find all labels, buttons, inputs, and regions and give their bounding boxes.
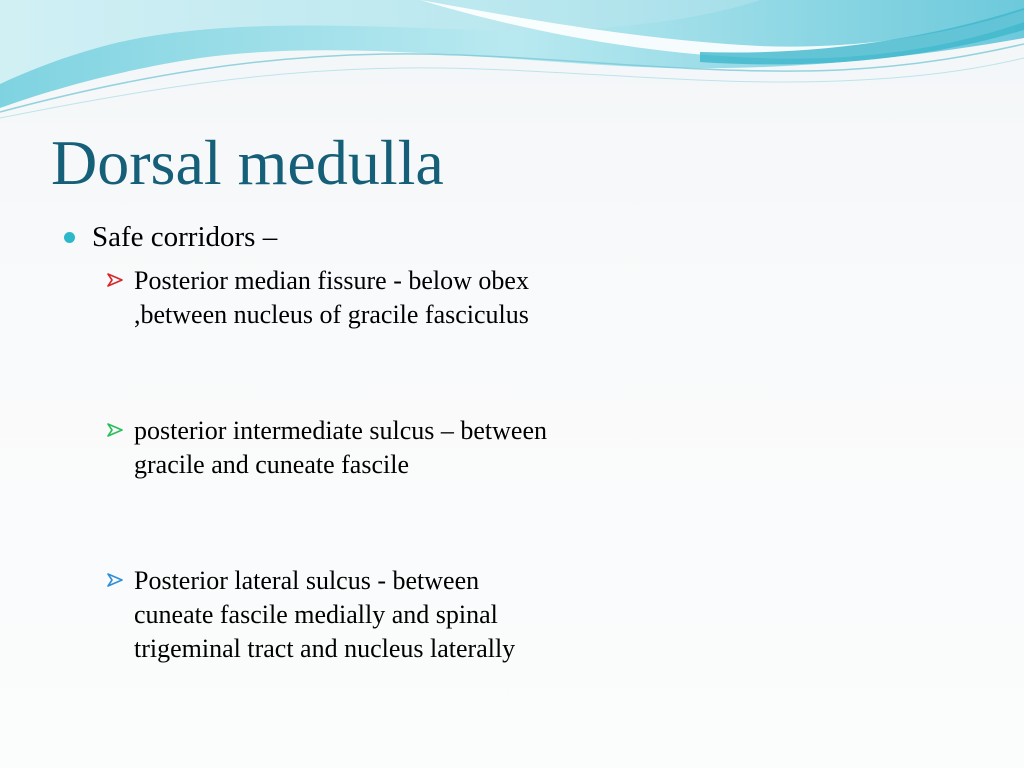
sub-item-posterior-lateral-sulcus	[134, 564, 554, 666]
bullet-text: Safe corridors –	[92, 221, 278, 253]
slide-title: Dorsal medulla	[51, 127, 444, 198]
sub-item-posterior-intermediate-sulcus	[134, 414, 554, 482]
bullet-dot-icon	[64, 232, 75, 243]
sub-item-text: Posterior median fissure - below obex ,between nucleus of gracile fasciculus	[134, 266, 529, 329]
arrow-bullet-icon	[107, 573, 123, 587]
header-wave-decoration	[0, 0, 1024, 130]
sub-item-text: posterior intermediate sulcus – between gracile and cuneate fascile	[134, 416, 547, 479]
bullet-safe-corridors	[92, 220, 277, 255]
arrow-bullet-icon	[107, 273, 123, 287]
sub-item-posterior-median-fissure	[134, 264, 554, 332]
arrow-bullet-icon	[107, 423, 123, 437]
sub-item-text: Posterior lateral sulcus - between cuneate fascile medially and spinal trigeminal tract and nucleus laterally	[134, 566, 516, 663]
